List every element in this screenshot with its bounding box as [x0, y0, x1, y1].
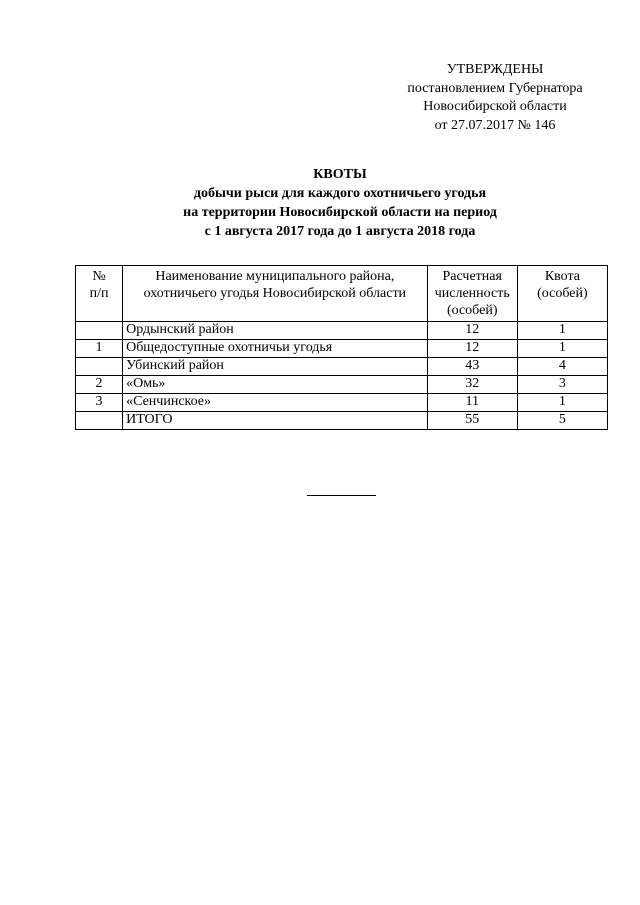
- cell-estimated: 55: [427, 412, 517, 430]
- table-row: [76, 358, 608, 376]
- end-of-document-rule: [307, 495, 376, 496]
- cell-name: Общедоступные охотничьи угодья: [123, 340, 428, 358]
- header-name: Наименование муниципального района, охотничьего угодья Новосибирской области: [123, 266, 428, 322]
- cell-name: «Сенчинское»: [123, 394, 428, 412]
- cell-estimated: 32: [427, 376, 517, 394]
- title-heading: КВОТЫ: [313, 167, 367, 182]
- cell-number: [76, 358, 123, 376]
- document-title: [0, 165, 640, 241]
- table-row: [76, 376, 608, 394]
- cell-quota: 3: [517, 376, 607, 394]
- header-estimated-population: Расчетная численность (особей): [427, 266, 517, 322]
- cell-name: Ордынский район: [123, 322, 428, 340]
- title-subject: добычи рыси для каждого охотничьего угодья: [193, 186, 487, 201]
- cell-number: 1: [76, 340, 123, 358]
- header-quota: Квота (особей): [517, 266, 607, 322]
- approval-block: [390, 61, 600, 135]
- cell-estimated: 12: [427, 340, 517, 358]
- table-row: [76, 394, 608, 412]
- cell-quota: 1: [517, 340, 607, 358]
- table-header-row: [76, 266, 608, 322]
- cell-number: 2: [76, 376, 123, 394]
- table-row: [76, 322, 608, 340]
- cell-name: ИТОГО: [123, 412, 428, 430]
- title-territory: на территории Новосибирской области на период: [183, 205, 497, 220]
- cell-number: [76, 322, 123, 340]
- cell-quota: 4: [517, 358, 607, 376]
- approval-date-number: от 27.07.2017 № 146: [434, 117, 556, 133]
- table-row-total: [76, 412, 608, 430]
- cell-quota: 5: [517, 412, 607, 430]
- approval-region: Новосибирской области: [423, 99, 567, 114]
- table-row: [76, 340, 608, 358]
- cell-estimated: 12: [427, 322, 517, 340]
- cell-quota: 1: [517, 394, 607, 412]
- cell-name: «Омь»: [123, 376, 428, 394]
- cell-estimated: 11: [427, 394, 517, 412]
- title-period: с 1 августа 2017 года до 1 августа 2018 года: [204, 224, 476, 239]
- cell-quota: 1: [517, 322, 607, 340]
- quota-table: [75, 265, 608, 430]
- cell-name: Убинский район: [123, 358, 428, 376]
- approval-heading: УТВЕРЖДЕНЫ: [446, 62, 544, 77]
- cell-number: [76, 412, 123, 430]
- header-number: № п/п: [76, 266, 123, 322]
- approval-authority: постановлением Губернатора: [407, 80, 583, 96]
- cell-estimated: 43: [427, 358, 517, 376]
- cell-number: 3: [76, 394, 123, 412]
